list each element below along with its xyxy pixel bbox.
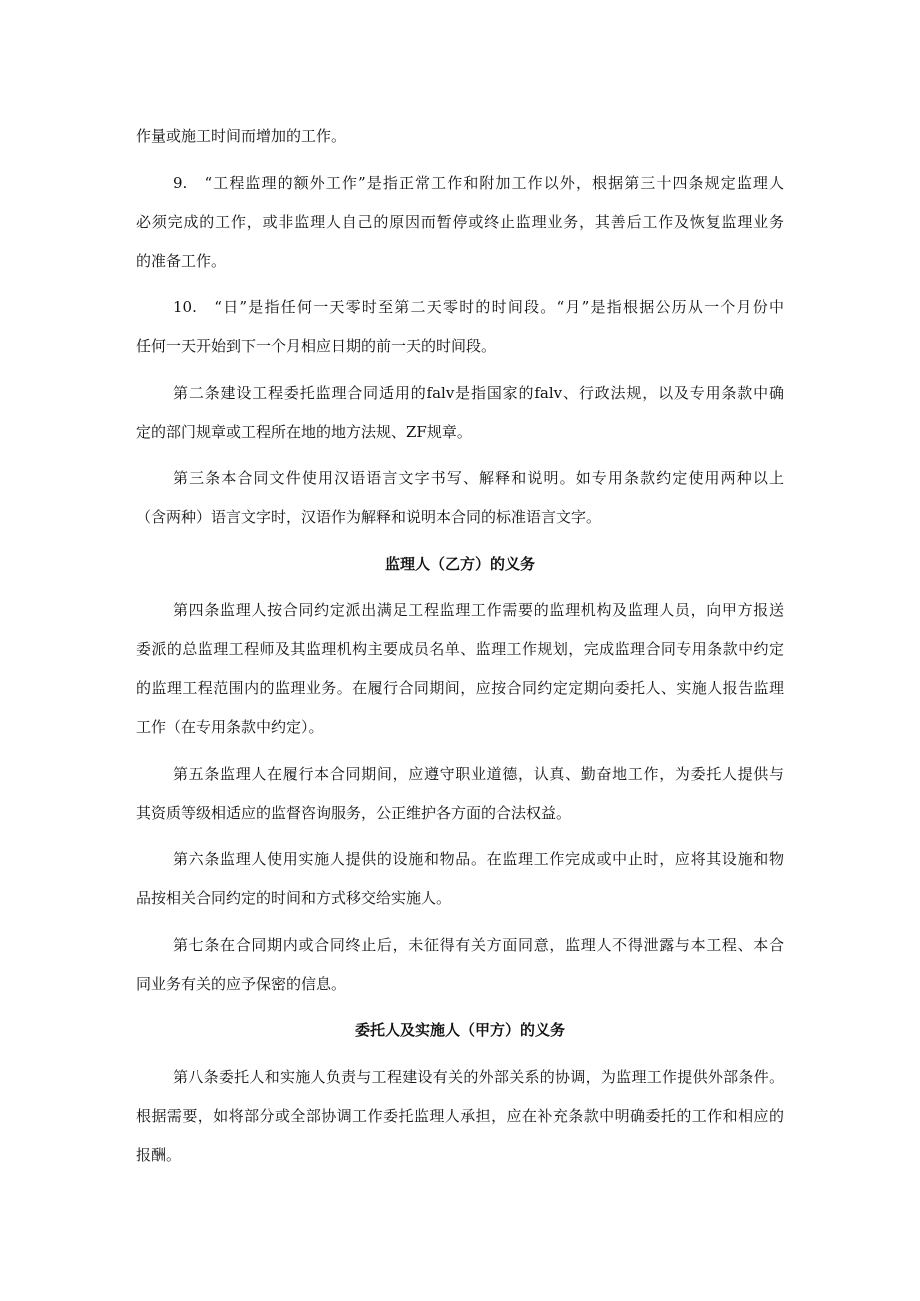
paragraph-article-4 xyxy=(136,591,784,747)
paragraph-article-2 xyxy=(136,374,784,452)
paragraph-article-7 xyxy=(136,926,784,1004)
text-line: 报酬。 xyxy=(136,1145,182,1164)
text-line: 第七条在合同期内或合同终止后，未征得有关方面同意，监理人不得泄露与本工程、本合 xyxy=(173,935,784,954)
text-line: 同业务有关的应予保密的信息。 xyxy=(136,974,347,993)
paragraph-item-9 xyxy=(136,164,784,281)
text-line: （含两种）语言文字时，汉语作为解释和说明本合同的标准语言文字。 xyxy=(136,508,602,526)
text-line: 其资质等级相适应的监督咨询服务，公正维护各方面的合法权益。 xyxy=(136,803,572,822)
text-line: 工作（在专用条款中约定）。 xyxy=(136,718,324,736)
text-line: 定的部门规章或工程所在地的地方法规、ZF规章。 xyxy=(136,422,472,441)
text-line: 作量或施工时间而增加的工作。 xyxy=(136,127,347,145)
text-line: 9. “工程监理的额外工作”是指正常工作和附加工作以外，根据第三十四条规定监理人 xyxy=(173,173,784,192)
text-line: 第四条监理人按合同约定派出满足工程监理工作需要的监理机构及监理人员，向甲方报送 xyxy=(173,601,784,619)
text-line: 的准备工作。 xyxy=(136,251,227,270)
section-heading-supervisor-obligations: 监理人（乙方）的义务 xyxy=(384,554,535,573)
text-line: 的监理工程范围内的监理业务。在履行合同期间，应按合同约定定期向委托人、实施人报告监理 xyxy=(136,679,784,697)
section-heading-client-obligations: 委托人及实施人（甲方）的义务 xyxy=(354,1021,565,1039)
text-line: 第三条本合同文件使用汉语语言文字书写、解释和说明。如专用条款约定使用两种以上 xyxy=(173,469,784,487)
text-line: 第二条建设工程委托监理合同适用的falv是指国家的falv、行政法规，以及专用条款中确 xyxy=(173,383,784,402)
text-line: 必须完成的工作，或非监理人自己的原因而暂停或终止监理业务，其善后工作及恢复监理业务 xyxy=(136,212,784,231)
text-line: 根据需要，如将部分或全部协调工作委托监理人承担，应在补充条款中明确委托的工作和相应的 xyxy=(136,1106,784,1125)
text-line: 10. “日”是指任何一天零时至第二天零时的时间段。“月”是指根据公历从一个月份中 xyxy=(173,298,784,316)
text-line: 任何一天开始到下一个月相应日期的前一天的时间段。 xyxy=(136,337,497,355)
document-body xyxy=(136,117,784,1175)
paragraph-article-5 xyxy=(136,755,784,833)
paragraph-item-10 xyxy=(136,288,784,366)
paragraph-article-3 xyxy=(136,459,784,537)
paragraph-article-6 xyxy=(136,840,784,918)
text-line: 第六条监理人使用实施人提供的设施和物品。在监理工作完成或中止时，应将其设施和物 xyxy=(173,850,784,868)
text-line: 第八条委托人和实施人负责与工程建设有关的外部关系的协调，为监理工作提供外部条件。 xyxy=(173,1067,784,1086)
paragraph-article-8 xyxy=(136,1058,784,1175)
paragraph-continuation xyxy=(136,117,784,156)
text-line: 委派的总监理工程师及其监理机构主要成员名单、监理工作规划，完成监理合同专用条款中约定 xyxy=(136,640,784,658)
text-line: 品按相关合同约定的时间和方式移交给实施人。 xyxy=(136,889,452,907)
text-line: 第五条监理人在履行本合同期间，应遵守职业道德，认真、勤奋地工作，为委托人提供与 xyxy=(173,764,784,783)
